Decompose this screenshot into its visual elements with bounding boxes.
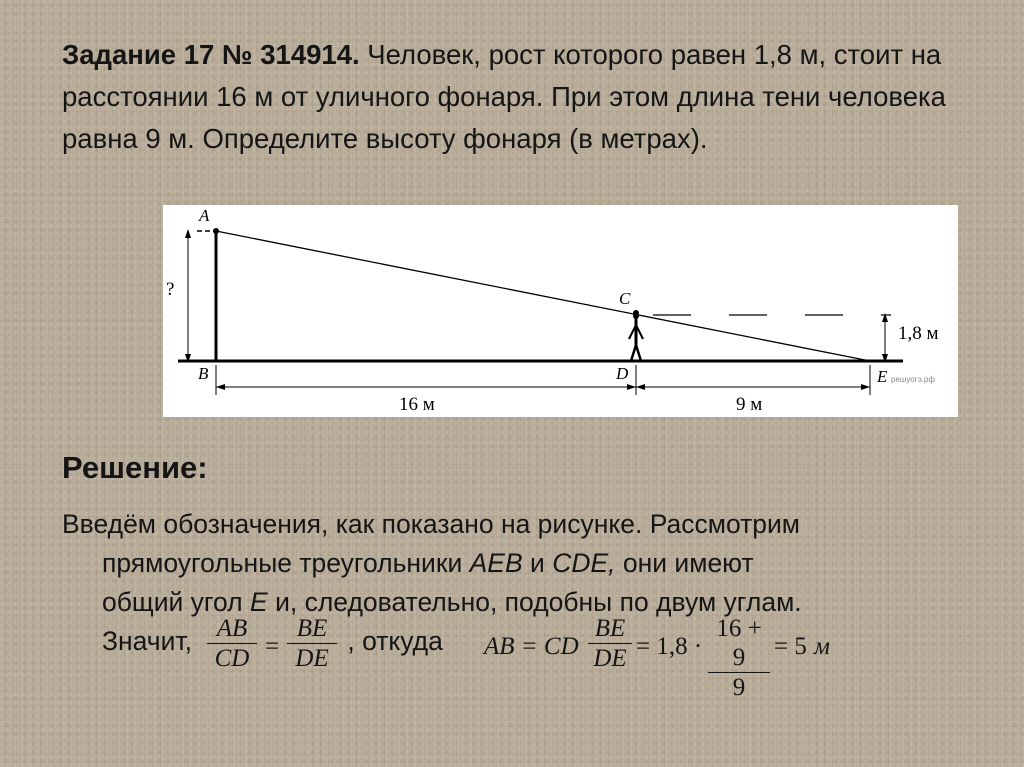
geometry-figure (163, 205, 958, 417)
fraction-sum: $\frac{16 + 9}{9}$ (708, 614, 770, 703)
task-text: Человек, рост которого равен 1,8 м, стоит на расстоянии 16 м от уличного фонаря. При этом длина тени человека равна 9 м. Определите высоту фонаря (в метрах). (62, 39, 946, 154)
fraction-be-de: $\frac{BE}{DE}$ (287, 614, 337, 674)
label-a: A (199, 206, 210, 225)
dim-arrow-e (861, 384, 870, 390)
task-label: Задание 17 № 314914. (62, 39, 360, 70)
label-c: C (619, 289, 631, 308)
label-9m: 9 м (736, 394, 763, 415)
lamp-shadow-diagram (163, 205, 958, 417)
result-prefix: AB = CD (484, 633, 579, 660)
label-b: B (198, 364, 209, 383)
solution-line-4: Значит, , откуда (102, 626, 443, 656)
label-unknown: ? (166, 279, 175, 300)
solution-line-1: Введём обозначения, как показано на рисунке. Рассмотрим (62, 509, 801, 539)
height-arrow-top (185, 229, 191, 238)
fraction-ab-cd: $\frac{AB}{CD}$ (207, 614, 257, 674)
ratio-equation (207, 614, 352, 684)
dim-arrow-d-right (636, 384, 645, 390)
task-statement (62, 34, 962, 160)
result-unit: м (814, 633, 830, 660)
result-value: = 5 (774, 633, 807, 660)
person-arrow-top (882, 313, 888, 322)
solution-line-3: общий угол E и, следовательно, подобны по двум углам. (102, 587, 802, 617)
label-d: D (616, 364, 629, 383)
label-person-height: 1,8 м (898, 323, 939, 344)
light-ray (216, 231, 870, 361)
dim-arrow-d-left (627, 384, 636, 390)
label-e: E (877, 367, 888, 386)
result-multiplier: = 1,8 · (636, 633, 703, 660)
person-figure (629, 313, 643, 361)
solution-line-2: прямоугольные треугольники AEB и CDE, они имеют (102, 548, 754, 578)
watermark: решуогэ.рф (891, 375, 935, 384)
solution-heading: Решение: (62, 450, 208, 485)
angle-e: E (250, 587, 268, 617)
result-equation (484, 614, 834, 701)
dim-arrow-b (216, 384, 225, 390)
triangle-cde: CDE, (552, 548, 616, 578)
label-16m: 16 м (399, 394, 435, 415)
triangle-aeb: AEB (469, 548, 523, 578)
fraction-be-de-result: $\frac{BE}{DE}$ (588, 614, 632, 674)
equals-sign: = (265, 633, 280, 660)
